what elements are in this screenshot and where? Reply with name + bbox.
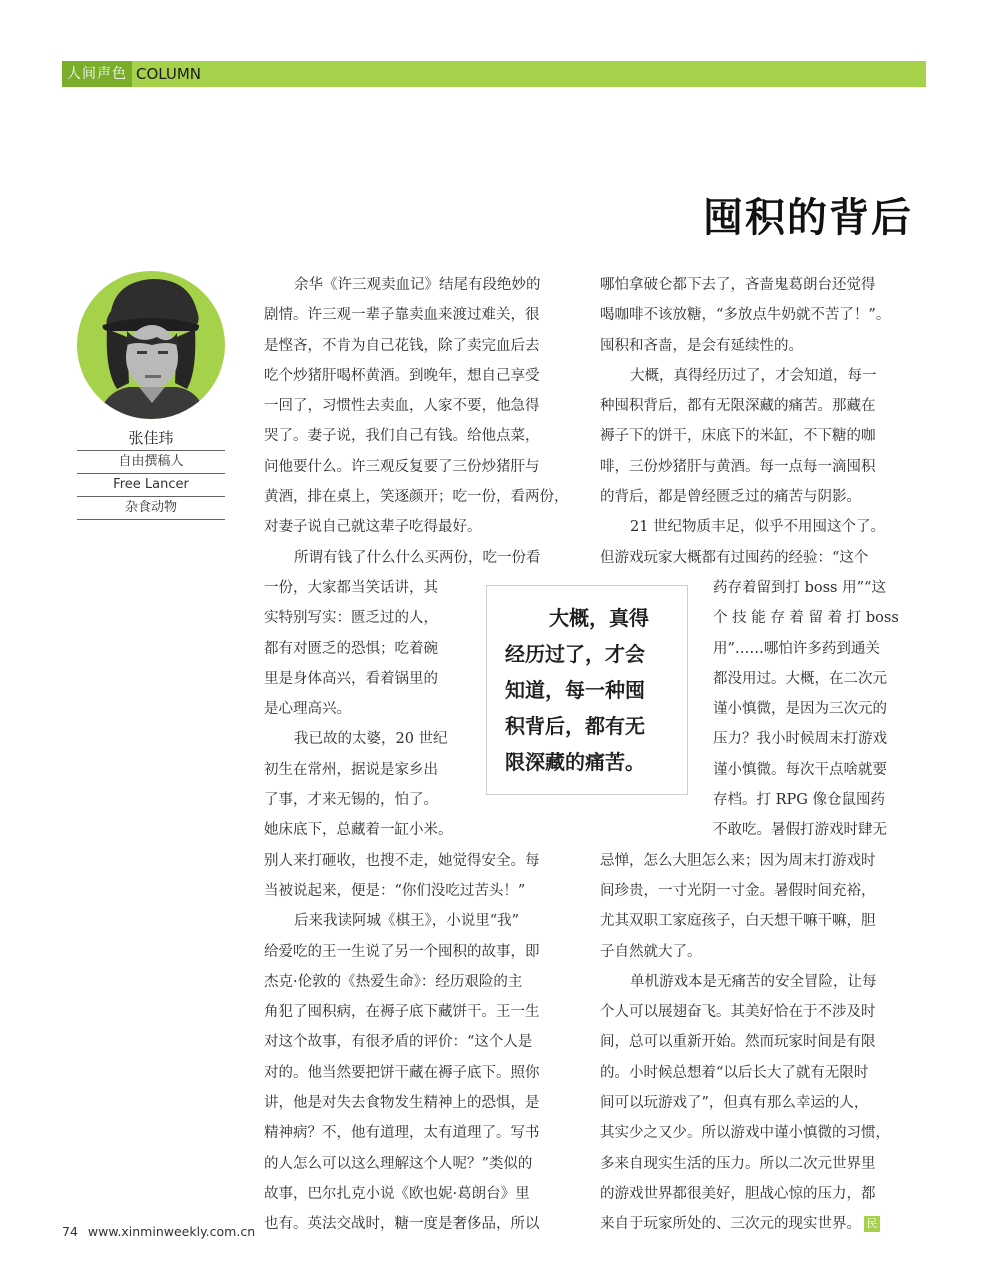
text-line: 个人可以展翅奋飞。其美好恰在于不涉及时 [600, 1004, 876, 1021]
article-title: 囤积的背后 [703, 194, 913, 241]
column-label: COLUMN [136, 65, 202, 83]
author-role-cn: 自由撰稿人 [77, 450, 225, 473]
text-line: 多来自现实生活的压力。所以二次元世界里 [600, 1155, 876, 1172]
text-line: 药存着留到打 boss 用”“这 [713, 579, 886, 596]
pull-quote-line: 大概，真得 [549, 606, 649, 630]
pull-quote [486, 585, 688, 795]
text-line: 大概，真得经历过了，才会知道，每一 [630, 367, 877, 384]
text-line: 黄酒，排在桌上，笑逐颜开；吃一份，看两份， [264, 489, 569, 506]
text-line: 哪怕拿破仑都下去了，吝啬鬼葛朗台还觉得 [600, 277, 876, 293]
text-line: 喝咖啡不该放糖，“多放点牛奶就不苦了！”。 [600, 307, 891, 324]
text-line: 是悭吝，不肯为自己花钱，除了卖完血后去 [264, 337, 540, 354]
text-line: 啡，三份炒猪肝与黄酒。每一点每一滴囤积 [600, 458, 876, 475]
text-line-content: 来自于玩家所处的、三次元的现实世界。 [600, 1216, 861, 1233]
text-line: 褥子下的饼干，床底下的米缸，不下糖的咖 [600, 428, 876, 445]
author-motto: 杂食动物 [77, 496, 225, 520]
text-line: 实特别写实：匮乏过的人， [264, 610, 438, 627]
text-line: 讲，他是对失去食物发生精神上的恐惧，是 [264, 1095, 540, 1112]
text-line: 的。小时候总想着“以后长大了就有无限时 [600, 1064, 869, 1081]
text-line: 用”……哪怕许多药到通关 [713, 640, 880, 657]
text-line: 里是身体高兴，看着锅里的 [264, 670, 438, 687]
text-line: 对这个故事，有很矛盾的评价：“这个人是 [264, 1034, 533, 1051]
text-line: 囤积和吝啬，是会有延续性的。 [600, 337, 803, 354]
pull-quote-line: 限深藏的痛苦。 [505, 750, 645, 774]
text-line: 种囤积背后，都有无限深藏的痛苦。那藏在 [600, 398, 876, 415]
text-line: 都有对匮乏的恐惧；吃着碗 [264, 640, 438, 657]
website-url[interactable]: www.xinminweekly.com.cn [87, 1224, 256, 1239]
text-line: 对妻子说自己就这辈子吃得最好。 [264, 519, 482, 536]
text-line: 的游戏世界都很美好，胆战心惊的压力，都 [600, 1185, 876, 1202]
text-line: 间珍贵，一寸光阴一寸金。暑假时间充裕， [600, 882, 876, 899]
text-line: 剧情。许三观一辈子靠卖血来渡过难关，很 [264, 307, 540, 324]
text-line: 其实少之又少。所以游戏中谨小慎微的习惯， [600, 1125, 890, 1142]
text-line: 杰克·伦敦的《热爱生命》：经历艰险的主 [264, 973, 523, 990]
text-line: 但游戏玩家大概都有过囤药的经验：“这个 [600, 549, 869, 566]
text-line: 一回了，习惯性去卖血，人家不要，他急得 [264, 398, 540, 415]
text-line: 谨小慎微，是因为三次元的 [713, 701, 887, 718]
text-line: 尤其双职工家庭孩子，白天想干嘛干嘛，胆 [600, 913, 876, 930]
text-line: 吃个炒猪肝喝杯黄酒。到晚年，想自己享受 [264, 367, 540, 384]
text-line: 忌惮，怎么大胆怎么来；因为周末打游戏时 [600, 852, 876, 869]
text-line: 了事，才来无锡的，怕了。 [264, 792, 438, 809]
author-name: 张佳玮 [128, 429, 174, 447]
pull-quote-line: 经历过了，才会 [505, 642, 645, 666]
text-line: 故事，巴尔扎克小说《欧也妮·葛朗台》里 [264, 1185, 530, 1202]
pull-quote-line: 知道，每一种囤 [505, 678, 645, 702]
text-line: 所谓有钱了什么什么买两份，吃一份看 [294, 549, 541, 566]
text-line: 的人怎么可以这么理解这个人呢？”类似的 [264, 1155, 533, 1172]
author-photo [77, 271, 225, 419]
text-line: 21 世纪物质丰足，似乎不用囤这个了。 [630, 519, 886, 536]
author-role-en: Free Lancer [77, 473, 225, 496]
text-line: 一份，大家都当笑话讲，其 [264, 579, 438, 596]
text-line [600, 1209, 914, 1239]
pull-quote-line: 积背后，都有无 [505, 714, 645, 738]
text-line: 当被说起来，便是：“你们没吃过苦头！” [264, 882, 526, 899]
text-line: 给爱吃的王一生说了另一个囤积的故事，即 [264, 943, 540, 960]
text-line: 单机游戏本是无痛苦的安全冒险，让每 [630, 973, 877, 990]
column-tag: 人间声色 [62, 61, 132, 87]
text-line: 子自然就大了。 [600, 943, 702, 960]
text-line: 存档。打 RPG 像仓鼠囤药 [713, 792, 885, 809]
author-info [77, 426, 225, 520]
text-line: 个 技 能 存 着 留 着 打 boss [713, 610, 899, 627]
text-line: 谨小慎微。每次干点啥就要 [713, 761, 887, 778]
text-line: 后来我读阿城《棋王》，小说里“我” [294, 913, 520, 930]
text-line: 是心理高兴。 [264, 701, 351, 718]
text-line: 间可以玩游戏了”，但真有那么幸运的人， [600, 1095, 869, 1112]
text-line: 初生在常州，据说是家乡出 [264, 761, 438, 778]
text-line: 余华《许三观卖血记》结尾有段绝妙的 [294, 277, 541, 293]
text-line: 对的。他当然要把饼干藏在褥子底下。照你 [264, 1064, 540, 1081]
text-line: 都没用过。大概，在二次元 [713, 670, 887, 687]
text-line: 哭了。妻子说，我们自己有钱。给他点菜， [264, 428, 540, 445]
text-line: 我已故的太婆，20 世纪 [294, 731, 448, 748]
text-line: 别人来打砸收，也搜不走，她觉得安全。每 [264, 852, 540, 869]
text-line: 间，总可以重新开始。然而玩家时间是有限 [600, 1034, 876, 1051]
text-line: 压力？我小时候周末打游戏 [713, 731, 887, 748]
end-mark-icon: 民 [864, 1216, 880, 1232]
text-line: 角犯了囤积病，在褥子底下藏饼干。王一生 [264, 1004, 540, 1021]
page-footer [62, 1224, 255, 1239]
text-line: 精神病？不，他有道理，太有道理了。写书 [264, 1125, 540, 1142]
text-line: 也有。英法交战时，糖一度是奢侈品，所以 [264, 1216, 540, 1233]
page-number: 74 [62, 1224, 78, 1239]
author-portrait-icon [77, 271, 225, 419]
text-line: 她床底下，总藏着一缸小米。 [264, 822, 453, 839]
text-line: 的背后，都是曾经匮乏过的痛苦与阴影。 [600, 489, 861, 506]
text-line: 问他要什么。许三观反复要了三份炒猪肝与 [264, 458, 540, 475]
text-line: 不敢吃。暑假打游戏时肆无 [713, 822, 887, 839]
